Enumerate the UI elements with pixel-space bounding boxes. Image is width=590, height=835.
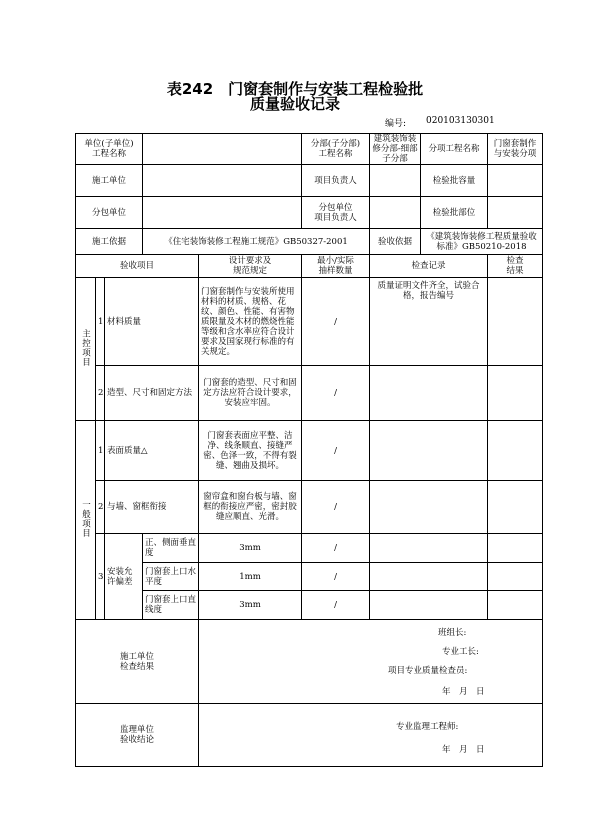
construction-check-area[interactable] — [199, 620, 543, 704]
serial-number-label: 编号: — [385, 119, 407, 129]
quality-inspector-label: 项目专业质量检查员: — [388, 666, 468, 676]
main-item-name: 造型、尺寸和固定方法 — [105, 366, 199, 421]
main-item-result[interactable] — [488, 366, 543, 421]
deviation-name: 正、侧面垂直度 — [143, 534, 199, 563]
col-record: 检查记录 — [370, 255, 488, 278]
main-item-no: 1 — [96, 278, 105, 366]
unit-name-value[interactable] — [143, 134, 302, 165]
main-item-design: 门窗套的造型、尺寸和固定方法应符合设计要求，安装应牢固。 — [199, 366, 302, 421]
inspection-form-table — [75, 133, 543, 767]
batch-location-value[interactable] — [488, 197, 543, 229]
batch-capacity-label: 检验批容量 — [421, 165, 488, 197]
construction-unit-label: 施工单位 — [76, 165, 143, 197]
general-group: 一般项目 — [76, 421, 96, 620]
main-item-sample: / — [302, 366, 370, 421]
batch-location-label: 检验批部位 — [421, 197, 488, 229]
deviation-sample: / — [302, 534, 370, 563]
main-item-design: 门窗套制作与安装所使用材料的材质、规格、花纹、颜色、性能、有害物质限量及木材的燃烧性能等级和含水率应符合设计要求及国家现行标准的有关规定。 — [199, 278, 302, 366]
form-subtitle: 质量验收记录 — [249, 95, 340, 113]
general-item-no: 2 — [96, 481, 105, 534]
general-item-design: 门窗套表面应平整、洁净、线条顺直、接缝严密、色泽一致，不得有裂缝、翘曲及损坏。 — [199, 421, 302, 481]
deviation-record[interactable] — [370, 534, 488, 563]
subcontractor-label: 分包单位 — [76, 197, 143, 229]
main-item-result[interactable] — [488, 278, 543, 366]
form-title: 表242 门窗套制作与安装工程检验批 — [166, 80, 424, 98]
construction-basis-label: 施工依据 — [76, 229, 143, 255]
general-item-result[interactable] — [488, 481, 543, 534]
sub-item-value: 门窗套制作与安装分项 — [488, 134, 543, 165]
supervision-date: 年 月 日 — [442, 745, 485, 755]
general-item-sample: / — [302, 481, 370, 534]
general-item-name: 表面质量△ — [105, 421, 199, 481]
main-item-sample: / — [302, 278, 370, 366]
deviation-record[interactable] — [370, 563, 488, 591]
deviation-record[interactable] — [370, 591, 488, 620]
deviation-value: 3mm — [199, 591, 302, 620]
general-item-record[interactable] — [370, 421, 488, 481]
subcontractor-value[interactable] — [143, 197, 302, 229]
general-item-record[interactable] — [370, 481, 488, 534]
general-item-no: 1 — [96, 421, 105, 481]
sub-manager-value[interactable] — [370, 197, 421, 229]
acceptance-basis-label: 验收依据 — [370, 229, 421, 255]
deviation-result[interactable] — [488, 591, 543, 620]
deviation-name: 门窗套上口水平度 — [143, 563, 199, 591]
col-result: 检查 结果 — [488, 255, 543, 278]
deviation-sample: / — [302, 563, 370, 591]
sub-manager-label: 分包单位 项目负责人 — [302, 197, 370, 229]
sub-division-label: 分部(子分部) 工程名称 — [302, 134, 370, 165]
deviation-result[interactable] — [488, 563, 543, 591]
deviation-value: 3mm — [199, 534, 302, 563]
main-item-no: 2 — [96, 366, 105, 421]
col-item: 验收项目 — [76, 255, 199, 278]
sub-item-label: 分项工程名称 — [421, 134, 488, 165]
supervision-label: 监理单位 验收结论 — [76, 704, 199, 767]
construction-basis-value: 《住宅装饰装修工程施工规范》GB50327-2001 — [143, 229, 370, 255]
deviation-name: 门窗套上口直线度 — [143, 591, 199, 620]
deviation-no: 3 — [96, 534, 105, 620]
col-sample: 最小/实际 抽样数量 — [302, 255, 370, 278]
project-manager-label: 项目负责人 — [302, 165, 370, 197]
unit-name-label: 单位(子单位) 工程名称 — [76, 134, 143, 165]
serial-number-value: 020103130301 — [426, 116, 495, 126]
team-leader-label: 班组长: — [438, 628, 467, 638]
general-item-name: 与墙、窗框衔接 — [105, 481, 199, 534]
supervision-area[interactable] — [199, 704, 543, 767]
foreman-label: 专业工长: — [442, 647, 479, 657]
construction-unit-value[interactable] — [143, 165, 302, 197]
general-item-design: 窗帘盒和窗台板与墙、窗框的衔接应严密，密封胶缝应顺直、光滑。 — [199, 481, 302, 534]
check-date: 年 月 日 — [442, 687, 485, 697]
acceptance-basis-value: 《建筑装饰装修工程质量验收标准》GB50210-2018 — [421, 229, 543, 255]
general-item-sample: / — [302, 421, 370, 481]
deviation-value: 1mm — [199, 563, 302, 591]
supervision-engineer-label: 专业监理工程师: — [396, 722, 459, 732]
deviation-sample: / — [302, 591, 370, 620]
main-item-record — [370, 366, 488, 421]
main-item-name: 材料质量 — [105, 278, 199, 366]
main-item-record: 质量证明文件齐全，试验合格，报告编号 — [370, 278, 488, 366]
construction-check-label: 施工单位 检查结果 — [76, 620, 199, 704]
main-control-group: 主控项目 — [76, 278, 96, 421]
deviation-result[interactable] — [488, 534, 543, 563]
general-item-result[interactable] — [488, 421, 543, 481]
project-manager-value[interactable] — [370, 165, 421, 197]
batch-capacity-value[interactable] — [488, 165, 543, 197]
deviation-group: 安装允许偏差 — [105, 534, 143, 620]
col-design: 设计要求及 规范规定 — [199, 255, 302, 278]
sub-division-value: 建筑装饰装修分部-细部子分部 — [370, 134, 421, 165]
